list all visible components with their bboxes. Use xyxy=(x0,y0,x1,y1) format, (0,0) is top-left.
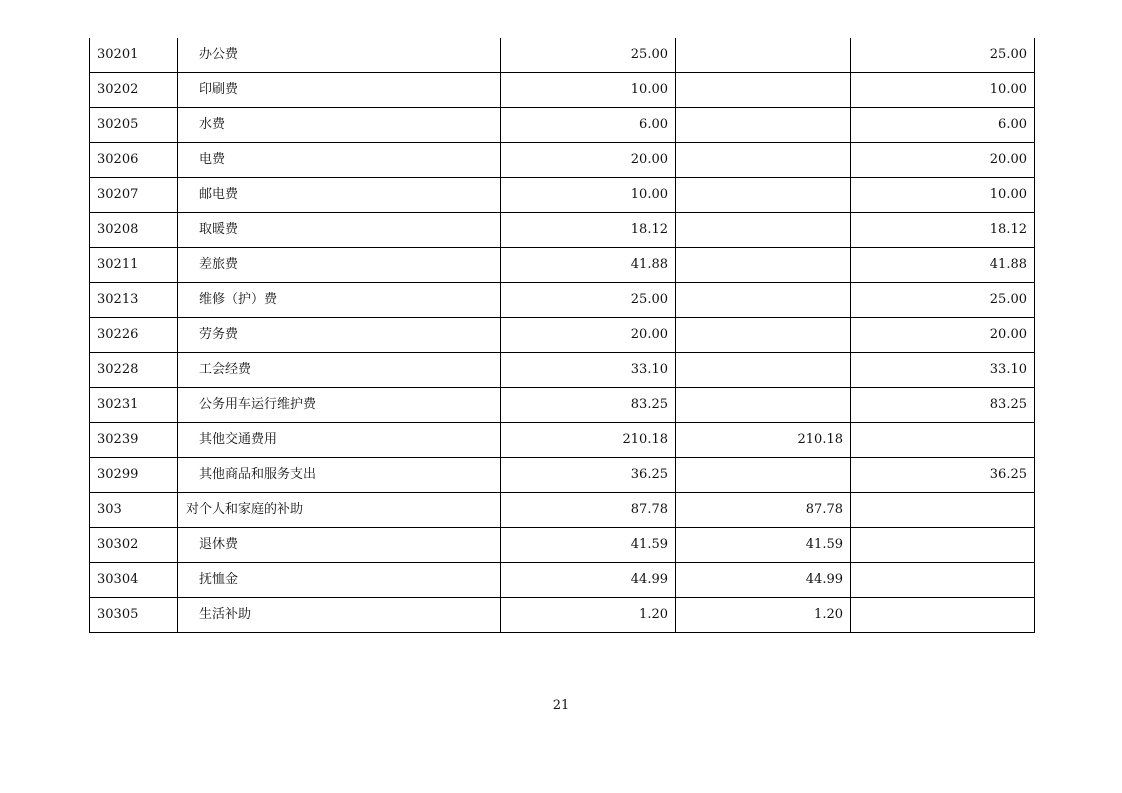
cell-total: 41.59 xyxy=(501,528,676,563)
cell-code: 30202 xyxy=(90,73,178,108)
cell-project: 6.00 xyxy=(851,108,1035,143)
cell-total: 25.00 xyxy=(501,38,676,73)
cell-basic xyxy=(676,318,851,353)
table-row xyxy=(90,598,1035,633)
cell-total: 18.12 xyxy=(501,213,676,248)
cell-name: 取暖费 xyxy=(178,213,501,248)
cell-total: 10.00 xyxy=(501,178,676,213)
cell-name: 差旅费 xyxy=(178,248,501,283)
cell-project: 20.00 xyxy=(851,318,1035,353)
table-row xyxy=(90,528,1035,563)
table-row xyxy=(90,458,1035,493)
cell-total: 20.00 xyxy=(501,318,676,353)
cell-project: 25.00 xyxy=(851,283,1035,318)
cell-name: 邮电费 xyxy=(178,178,501,213)
cell-code: 30228 xyxy=(90,353,178,388)
cell-code: 30304 xyxy=(90,563,178,598)
cell-name: 退休费 xyxy=(178,528,501,563)
cell-total: 87.78 xyxy=(501,493,676,528)
cell-project: 41.88 xyxy=(851,248,1035,283)
cell-name: 劳务费 xyxy=(178,318,501,353)
cell-name: 生活补助 xyxy=(178,598,501,633)
cell-total: 83.25 xyxy=(501,388,676,423)
cell-code: 30211 xyxy=(90,248,178,283)
cell-project xyxy=(851,493,1035,528)
table-row xyxy=(90,283,1035,318)
cell-project: 10.00 xyxy=(851,178,1035,213)
table-row xyxy=(90,423,1035,458)
cell-name: 公务用车运行维护费 xyxy=(178,388,501,423)
cell-project xyxy=(851,528,1035,563)
table-row xyxy=(90,178,1035,213)
cell-basic xyxy=(676,213,851,248)
cell-project: 10.00 xyxy=(851,73,1035,108)
cell-project: 83.25 xyxy=(851,388,1035,423)
cell-basic: 44.99 xyxy=(676,563,851,598)
cell-basic xyxy=(676,458,851,493)
cell-code: 30231 xyxy=(90,388,178,423)
cell-code: 30201 xyxy=(90,38,178,73)
table-row xyxy=(90,108,1035,143)
cell-basic xyxy=(676,143,851,178)
cell-basic: 87.78 xyxy=(676,493,851,528)
cell-basic xyxy=(676,353,851,388)
cell-name: 工会经费 xyxy=(178,353,501,388)
cell-project: 18.12 xyxy=(851,213,1035,248)
cell-basic xyxy=(676,248,851,283)
cell-basic xyxy=(676,38,851,73)
cell-name: 办公费 xyxy=(178,38,501,73)
table-row xyxy=(90,493,1035,528)
cell-code: 30299 xyxy=(90,458,178,493)
table-row xyxy=(90,353,1035,388)
table-row xyxy=(90,248,1035,283)
cell-code: 30302 xyxy=(90,528,178,563)
cell-basic xyxy=(676,73,851,108)
table-row xyxy=(90,563,1035,598)
cell-project: 20.00 xyxy=(851,143,1035,178)
cell-code: 30226 xyxy=(90,318,178,353)
cell-basic xyxy=(676,388,851,423)
cell-code: 303 xyxy=(90,493,178,528)
cell-code: 30208 xyxy=(90,213,178,248)
cell-basic xyxy=(676,283,851,318)
cell-project xyxy=(851,563,1035,598)
cell-total: 20.00 xyxy=(501,143,676,178)
cell-basic: 210.18 xyxy=(676,423,851,458)
cell-total: 44.99 xyxy=(501,563,676,598)
cell-total: 210.18 xyxy=(501,423,676,458)
cell-basic xyxy=(676,178,851,213)
cell-project: 36.25 xyxy=(851,458,1035,493)
cell-project: 33.10 xyxy=(851,353,1035,388)
cell-basic: 1.20 xyxy=(676,598,851,633)
cell-code: 30213 xyxy=(90,283,178,318)
cell-total: 33.10 xyxy=(501,353,676,388)
table-row xyxy=(90,388,1035,423)
cell-name: 对个人和家庭的补助 xyxy=(178,493,501,528)
cell-project xyxy=(851,598,1035,633)
cell-name: 电费 xyxy=(178,143,501,178)
table-body xyxy=(90,38,1035,633)
cell-code: 30206 xyxy=(90,143,178,178)
cell-total: 6.00 xyxy=(501,108,676,143)
table-row xyxy=(90,143,1035,178)
cell-code: 30239 xyxy=(90,423,178,458)
cell-name: 水费 xyxy=(178,108,501,143)
table-row xyxy=(90,73,1035,108)
cell-code: 30207 xyxy=(90,178,178,213)
cell-basic xyxy=(676,108,851,143)
cell-total: 36.25 xyxy=(501,458,676,493)
cell-project: 25.00 xyxy=(851,38,1035,73)
cell-total: 10.00 xyxy=(501,73,676,108)
cell-total: 1.20 xyxy=(501,598,676,633)
expenditure-table xyxy=(89,38,1035,633)
cell-name: 其他商品和服务支出 xyxy=(178,458,501,493)
cell-project xyxy=(851,423,1035,458)
cell-name: 抚恤金 xyxy=(178,563,501,598)
cell-total: 25.00 xyxy=(501,283,676,318)
table-row xyxy=(90,318,1035,353)
cell-code: 30205 xyxy=(90,108,178,143)
table-row xyxy=(90,213,1035,248)
cell-code: 30305 xyxy=(90,598,178,633)
cell-name: 其他交通费用 xyxy=(178,423,501,458)
table-row xyxy=(90,38,1035,73)
page-number: 21 xyxy=(552,698,570,713)
cell-total: 41.88 xyxy=(501,248,676,283)
cell-name: 印刷费 xyxy=(178,73,501,108)
cell-name: 维修（护）费 xyxy=(178,283,501,318)
cell-basic: 41.59 xyxy=(676,528,851,563)
